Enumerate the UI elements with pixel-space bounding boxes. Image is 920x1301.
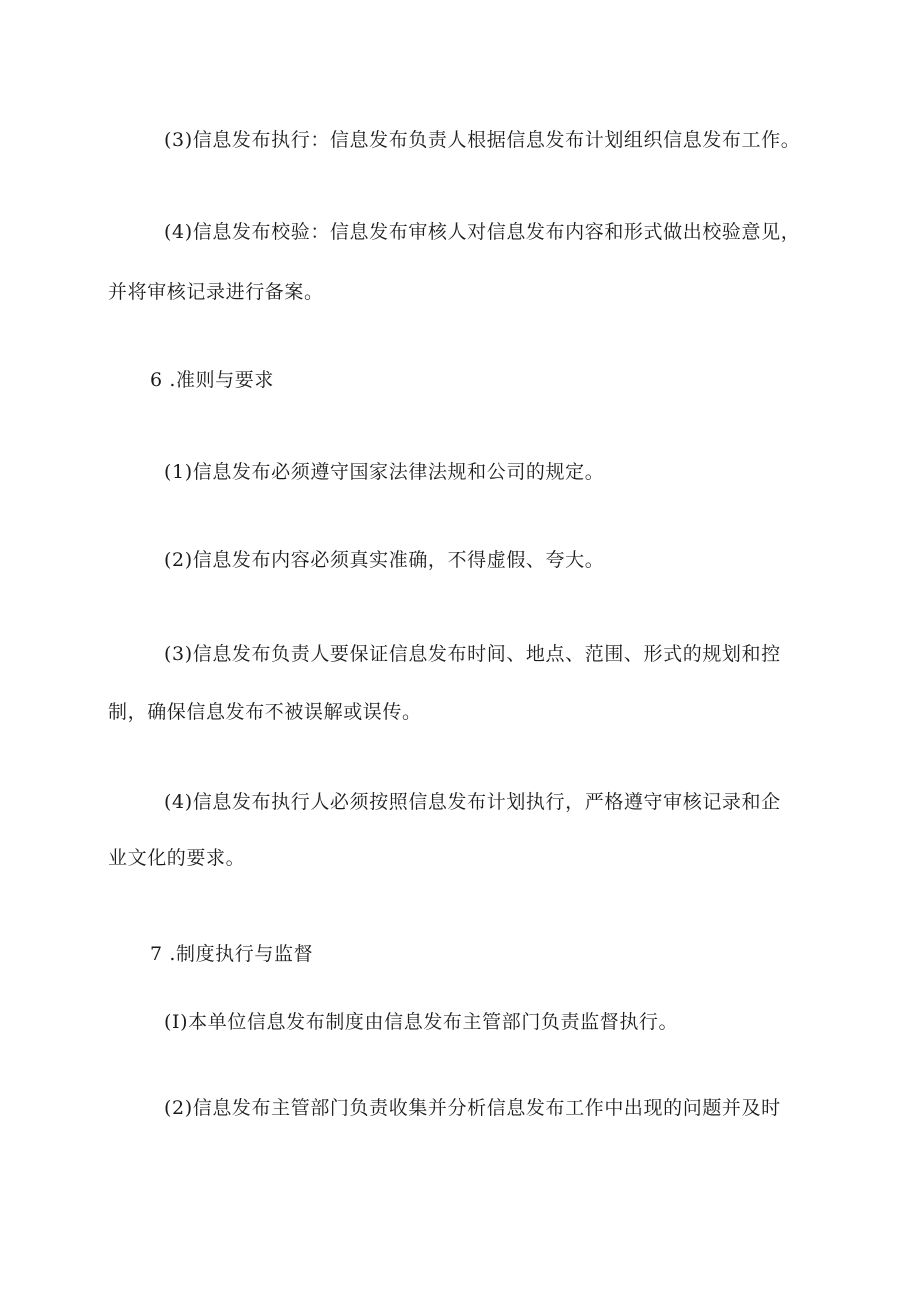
supervision-2: (2)信息发布主管部门负责收集并分析信息发布工作中出现的问题并及时 <box>164 1097 781 1119</box>
rule-1: (1)信息发布必须遵守国家法律法规和公司的规定。 <box>164 461 605 483</box>
rule-2: (2)信息发布内容必须真实准确，不得虚假、夸大。 <box>164 549 605 571</box>
paragraph-info-release-execution: (3)信息发布执行：信息发布负责人根据信息发布计划组织信息发布工作。 <box>164 129 801 151</box>
section-heading-7: 7 .制度执行与监督 <box>150 943 314 965</box>
section-heading-6: 6 .准则与要求 <box>150 369 274 391</box>
paragraph-info-release-verification-cont: 并将审核记录进行备案。 <box>108 281 324 303</box>
rule-3-cont: 制，确保信息发布不被误解或误传。 <box>108 701 422 723</box>
rule-3: (3)信息发布负责人要保证信息发布时间、地点、范围、形式的规划和控 <box>164 643 781 665</box>
paragraph-info-release-verification: (4)信息发布校验：信息发布审核人对信息发布内容和形式做出校验意见， <box>164 221 801 243</box>
supervision-1: (I)本单位信息发布制度由信息发布主管部门负责监督执行。 <box>164 1011 679 1033</box>
rule-4: (4)信息发布执行人必须按照信息发布计划执行，严格遵守审核记录和企 <box>164 791 781 813</box>
rule-4-cont: 业文化的要求。 <box>108 847 246 869</box>
